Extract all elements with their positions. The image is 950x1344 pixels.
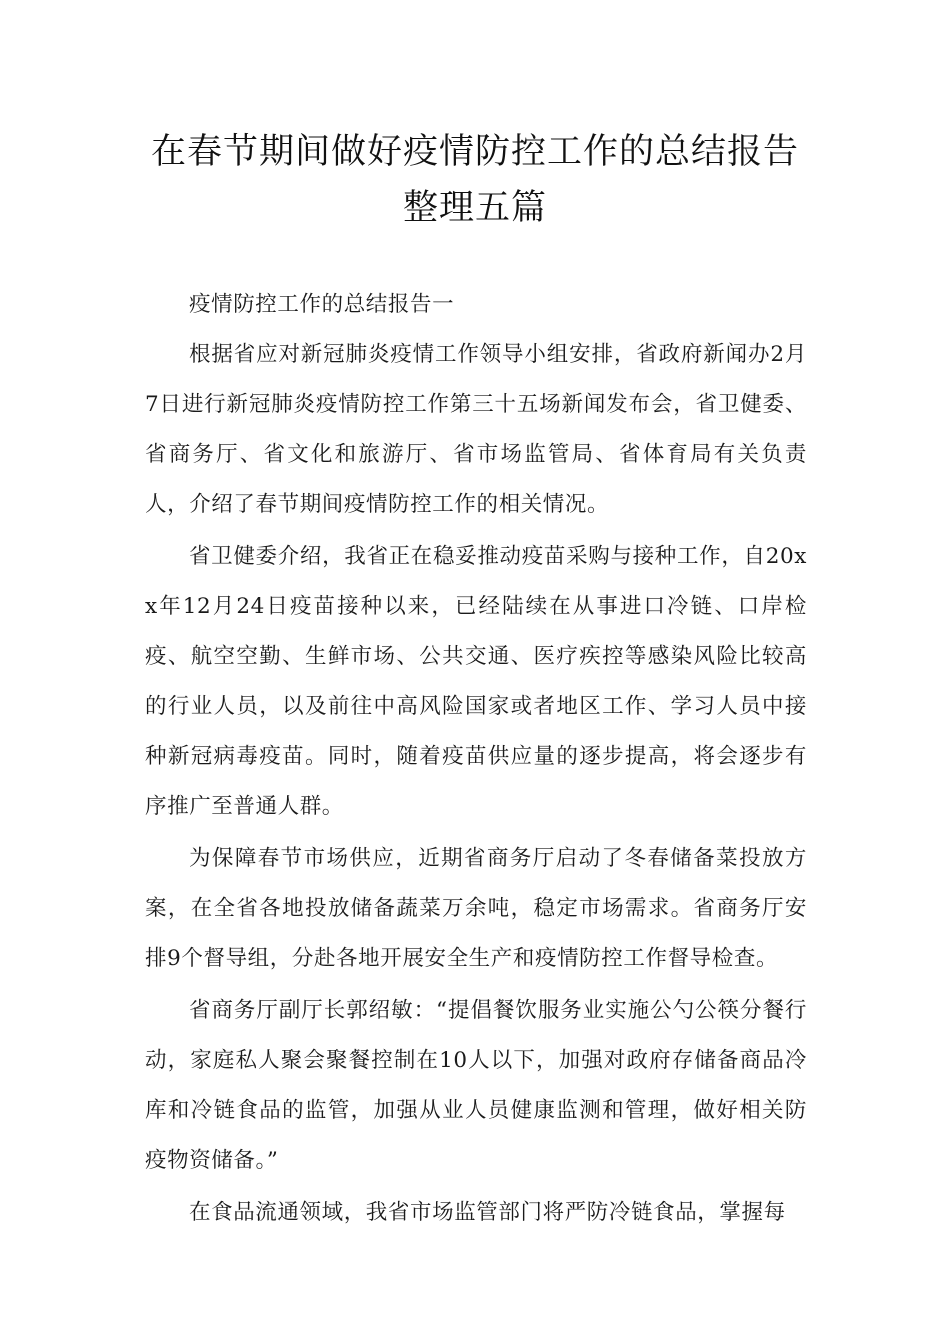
paragraph-1: 根据省应对新冠肺炎疫情工作领导小组安排，省政府新闻办2月7日进行新冠肺炎疫情防控工作第三十五场新闻发布会，省卫健委、省商务厅、省文化和旅游厅、省市场监管局、省体育局有关负责人，介绍了春节期间疫情防控工作的相关情况。 (145, 342, 807, 517)
paragraph-2: 省卫健委介绍，我省正在稳妥推动疫苗采购与接种工作，自20xx年12月24日疫苗接种以来，已经陆续在从事进口冷链、口岸检疫、航空空勤、生鲜市场、公共交通、医疗疾控等感染风险比较高的行业人员，以及前往中高风险国家或者地区工作、学习人员中接种新冠病毒疫苗。同时，随着疫苗供应量的逐步提高，将会逐步有序推广至普通人群。 (145, 544, 807, 819)
paragraph-4: 省商务厅副厅长郭绍敏：“提倡餐饮服务业实施公勺公筷分餐行动，家庭私人聚会聚餐控制在10人以下，加强对政府存储备商品冷库和冷链食品的监管，加强从业人员健康监测和管理，做好相关防疫物资储备。” (145, 998, 807, 1173)
paragraph-3: 为保障春节市场供应，近期省商务厅启动了冬春储备菜投放方案，在全省各地投放储备蔬菜万余吨，稳定市场需求。省商务厅安排9个督导组，分赴各地开展安全生产和疫情防控工作督导检查。 (145, 846, 807, 971)
document-body (145, 280, 807, 1240)
document-title: 在春节期间做好疫情防控工作的总结报告整理五篇 (150, 132, 799, 228)
paragraph-5: 在食品流通领域，我省市场监管部门将严防冷链食品，掌握每 (189, 1200, 786, 1225)
section-heading: 疫情防控工作的总结报告一 (189, 292, 455, 317)
